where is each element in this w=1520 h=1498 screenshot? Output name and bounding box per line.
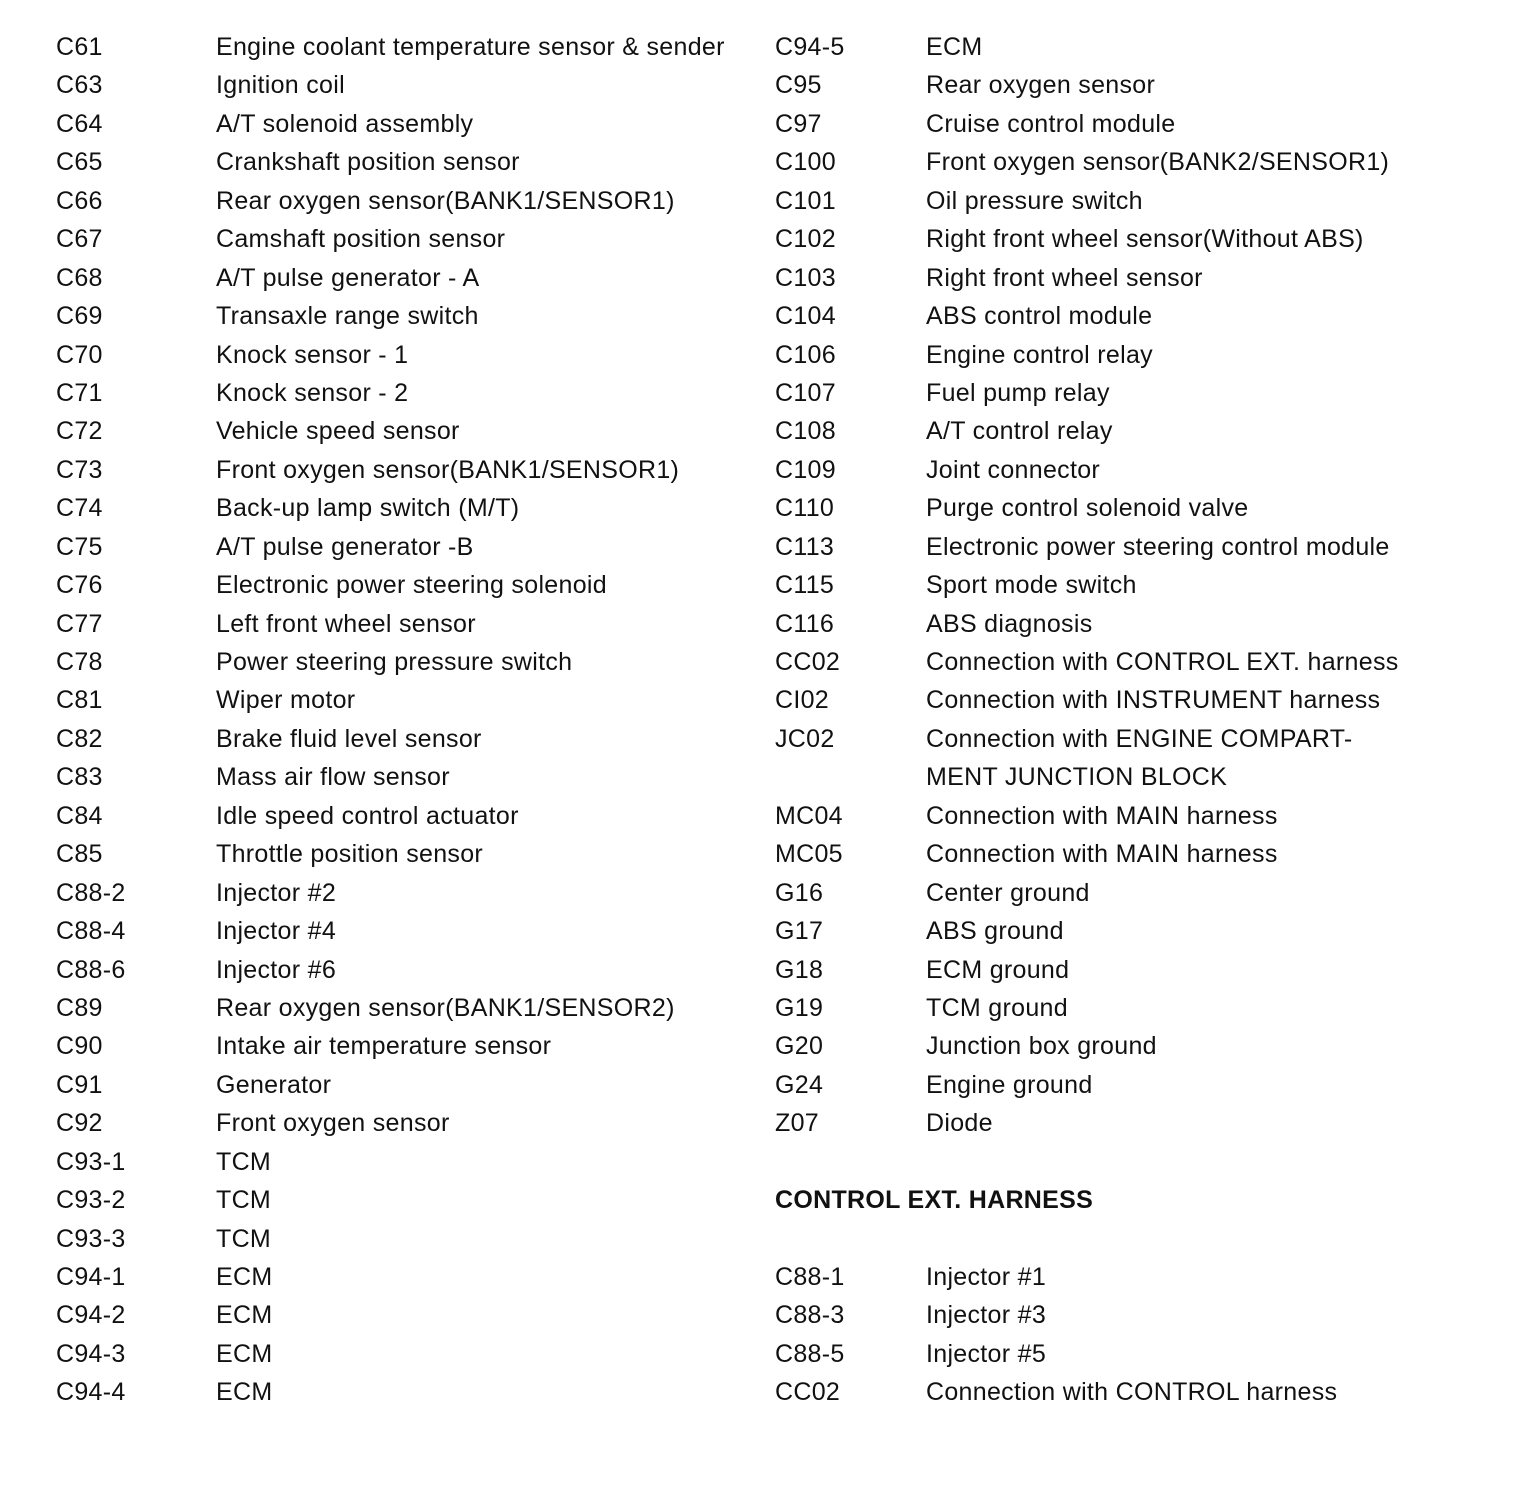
- connector-code: CC02: [775, 648, 841, 676]
- connector-description: Power steering pressure switch: [216, 648, 573, 676]
- connector-row: [775, 989, 1475, 1027]
- connector-code: C68: [56, 263, 103, 292]
- connector-description: Wiper motor: [216, 686, 356, 715]
- connector-code: G16: [775, 878, 824, 907]
- connector-description: A/T pulse generator - A: [216, 263, 480, 292]
- connector-description: ECM ground: [926, 955, 1070, 984]
- connector-row: [775, 105, 1475, 143]
- connector-code: C73: [56, 455, 103, 484]
- connector-row: [56, 182, 756, 220]
- connector-description: Right front wheel sensor: [926, 263, 1203, 292]
- connector-code: C81: [56, 686, 103, 715]
- section-heading-control-ext: CONTROL EXT. HARNESS: [775, 1186, 1094, 1215]
- connector-row: [775, 681, 1475, 719]
- connector-code: C94-5: [775, 33, 845, 61]
- connector-description: Oil pressure switch: [926, 186, 1143, 215]
- connector-row: [56, 1335, 756, 1373]
- connector-row: [775, 259, 1475, 297]
- connector-row: [56, 1296, 756, 1334]
- connector-row: [56, 1373, 756, 1411]
- connector-row: [56, 451, 756, 489]
- connector-code: C90: [56, 1032, 103, 1061]
- connector-row: [56, 1027, 756, 1065]
- left-connector-list: [56, 28, 756, 1412]
- connector-row: [56, 297, 756, 335]
- connector-description: ABS control module: [926, 302, 1153, 331]
- connector-description: Injector #5: [926, 1339, 1047, 1368]
- connector-row: [56, 66, 756, 104]
- connector-description: Camshaft position sensor: [216, 225, 506, 254]
- connector-row: [775, 374, 1475, 412]
- connector-row: [775, 182, 1475, 220]
- connector-code: G20: [775, 1032, 824, 1061]
- connector-row: [56, 528, 756, 566]
- connector-row: [775, 1104, 1475, 1142]
- connector-description: TCM: [216, 1186, 272, 1215]
- connector-description: Injector #4: [216, 917, 337, 946]
- connector-description: Fuel pump relay: [926, 378, 1110, 407]
- connector-description: ECM: [216, 1301, 273, 1330]
- connector-description: Vehicle speed sensor: [216, 417, 460, 446]
- connector-description: ECM: [216, 1263, 273, 1291]
- connector-code: C78: [56, 648, 103, 676]
- connector-description: Brake fluid level sensor: [216, 724, 482, 753]
- connector-row: [56, 28, 756, 66]
- connector-description: Front oxygen sensor: [216, 1109, 450, 1138]
- connector-description: Joint connector: [926, 455, 1101, 484]
- connector-description: Crankshaft position sensor: [216, 148, 520, 177]
- connector-code: C108: [775, 417, 836, 446]
- connector-description: A/T solenoid assembly: [216, 109, 474, 138]
- connector-description: ABS ground: [926, 917, 1064, 946]
- connector-code: C88-6: [56, 955, 126, 984]
- connector-row: [56, 1066, 756, 1104]
- connector-description: A/T control relay: [926, 417, 1113, 446]
- connector-code: C107: [775, 378, 836, 407]
- connector-row: [56, 566, 756, 604]
- connector-code: C92: [56, 1109, 103, 1138]
- connector-row: [56, 1181, 756, 1219]
- connector-code: C74: [56, 494, 103, 523]
- connector-row: [775, 489, 1475, 527]
- connector-code: C88-4: [56, 917, 126, 946]
- connector-code: G24: [775, 1070, 824, 1099]
- connector-code: G18: [775, 955, 824, 984]
- connector-description: Throttle position sensor: [216, 840, 484, 869]
- connector-description: Cruise control module: [926, 109, 1176, 138]
- connector-description: Right front wheel sensor(Without ABS): [926, 225, 1364, 254]
- connector-description: Back-up lamp switch (M/T): [216, 494, 520, 523]
- connector-row: [56, 643, 756, 681]
- connector-description: Generator: [216, 1070, 332, 1099]
- connector-description: Rear oxygen sensor(BANK1/SENSOR1): [216, 186, 675, 215]
- connector-description: Center ground: [926, 878, 1090, 907]
- connector-description: ABS diagnosis: [926, 609, 1093, 638]
- connector-description: Ignition coil: [216, 71, 345, 100]
- connector-code: G17: [775, 917, 824, 946]
- connector-row: [56, 912, 756, 950]
- connector-description: ECM: [926, 33, 983, 61]
- connector-code: C77: [56, 609, 103, 638]
- right-connector-rows: [775, 28, 1475, 1143]
- connector-row: [775, 297, 1475, 335]
- connector-row: [775, 951, 1475, 989]
- connector-code: C95: [775, 71, 822, 100]
- connector-code: C113: [775, 532, 835, 561]
- control-ext-connector-rows: [775, 1258, 1475, 1412]
- connector-description: Diode: [926, 1109, 993, 1138]
- connector-description: TCM: [216, 1224, 272, 1253]
- connector-description: Purge control solenoid valve: [926, 494, 1249, 523]
- connector-row: [56, 220, 756, 258]
- connector-row: [56, 989, 756, 1027]
- connector-code: C75: [56, 532, 103, 561]
- connector-description: Knock sensor - 2: [216, 378, 409, 407]
- connector-code: C94-1: [56, 1263, 126, 1291]
- connector-code: C94-4: [56, 1378, 126, 1407]
- connector-code: C115: [775, 571, 835, 600]
- connector-row: [775, 605, 1475, 643]
- connector-description: Sport mode switch: [926, 571, 1137, 600]
- connector-description: Rear oxygen sensor: [926, 71, 1156, 100]
- connector-row: [56, 259, 756, 297]
- connector-code: JC02: [775, 724, 835, 753]
- connector-code: G19: [775, 993, 824, 1022]
- connector-description-line: Connection with ENGINE COMPART-: [926, 724, 1353, 753]
- connector-description: Mass air flow sensor: [216, 763, 450, 792]
- connector-code: C89: [56, 993, 103, 1022]
- connector-code: C84: [56, 801, 103, 830]
- connector-code: C63: [56, 71, 103, 100]
- connector-row: [56, 874, 756, 912]
- connector-description: ECM: [216, 1339, 273, 1368]
- connector-code: C76: [56, 571, 103, 600]
- connector-row: [775, 1373, 1475, 1411]
- connector-row: [775, 66, 1475, 104]
- connector-description: Junction box ground: [926, 1032, 1157, 1061]
- connector-row: [775, 1296, 1475, 1334]
- connector-row: [775, 528, 1475, 566]
- connector-row: [775, 220, 1475, 258]
- connector-description: Left front wheel sensor: [216, 609, 476, 638]
- connector-code: C70: [56, 340, 103, 369]
- connector-row: [775, 566, 1475, 604]
- connector-code: C102: [775, 225, 836, 254]
- right-connector-list: [775, 28, 1475, 1412]
- connector-description: Idle speed control actuator: [216, 801, 519, 830]
- connector-code: C103: [775, 263, 836, 292]
- connector-code: C69: [56, 302, 103, 331]
- connector-description: Connection with MAIN harness: [926, 840, 1278, 869]
- connector-description: ECM: [216, 1378, 273, 1407]
- connector-description: Rear oxygen sensor(BANK1/SENSOR2): [216, 993, 675, 1022]
- connector-row: [775, 874, 1475, 912]
- connector-description: Electronic power steering control module: [926, 532, 1390, 561]
- connector-code: C83: [56, 763, 103, 792]
- connector-description-line: MENT JUNCTION BLOCK: [926, 763, 1228, 792]
- connector-code: C88-3: [775, 1301, 845, 1330]
- connector-row: [56, 758, 756, 796]
- connector-row: [56, 489, 756, 527]
- connector-code: C109: [775, 455, 836, 484]
- connector-code: C110: [775, 494, 835, 523]
- connector-row: [56, 951, 756, 989]
- connector-description: Knock sensor - 1: [216, 340, 409, 369]
- connector-description: TCM: [216, 1147, 272, 1176]
- connector-row: [56, 797, 756, 835]
- connector-code: C91: [56, 1070, 103, 1099]
- connector-description: Connection with CONTROL EXT. harness: [926, 648, 1399, 676]
- connector-description: Connection with MAIN harness: [926, 801, 1278, 830]
- connector-code: C65: [56, 148, 103, 177]
- connector-row: [56, 835, 756, 873]
- connector-description: Connection with CONTROL harness: [926, 1378, 1338, 1407]
- connector-row: [775, 1258, 1475, 1296]
- connector-row: [775, 797, 1475, 835]
- connector-description: [926, 720, 1475, 797]
- connector-code: MC04: [775, 801, 843, 830]
- connector-row: [775, 912, 1475, 950]
- connector-description: Engine coolant temperature sensor & sender: [216, 33, 725, 61]
- connector-code: C85: [56, 840, 103, 869]
- connector-code: C97: [775, 109, 822, 138]
- connector-row: [56, 374, 756, 412]
- connector-code: C88-2: [56, 878, 126, 907]
- connector-row: [56, 1258, 756, 1296]
- connector-row: [775, 451, 1475, 489]
- connector-row: [56, 105, 756, 143]
- connector-description: Electronic power steering solenoid: [216, 571, 607, 600]
- connector-code: MC05: [775, 840, 843, 869]
- connector-row: [775, 412, 1475, 450]
- connector-code: C93-3: [56, 1224, 126, 1253]
- connector-code: C61: [56, 33, 103, 61]
- connector-description: Injector #6: [216, 955, 337, 984]
- connector-description: Transaxle range switch: [216, 302, 479, 331]
- connector-row: [775, 336, 1475, 374]
- connector-row: [56, 143, 756, 181]
- connector-code: C104: [775, 302, 836, 331]
- connector-description: Injector #1: [926, 1263, 1047, 1292]
- connector-code: C101: [775, 186, 836, 215]
- connector-description: Engine control relay: [926, 340, 1153, 369]
- connector-row: [56, 681, 756, 719]
- connector-description: Front oxygen sensor(BANK1/SENSOR1): [216, 455, 680, 484]
- connector-code: C93-2: [56, 1186, 126, 1215]
- connector-description: Front oxygen sensor(BANK2/SENSOR1): [926, 148, 1390, 177]
- connector-row: [56, 1220, 756, 1258]
- connector-description: Injector #3: [926, 1301, 1047, 1330]
- connector-description: Injector #2: [216, 878, 337, 907]
- connector-description: A/T pulse generator -B: [216, 532, 474, 561]
- connector-code: C116: [775, 609, 835, 638]
- connector-row: [775, 835, 1475, 873]
- connector-description: Intake air temperature sensor: [216, 1032, 552, 1061]
- connector-code: C88-5: [775, 1339, 845, 1368]
- connector-code: CC02: [775, 1378, 841, 1407]
- connector-code: C88-1: [775, 1263, 845, 1292]
- connector-row: [56, 1104, 756, 1142]
- connector-code: C64: [56, 109, 103, 138]
- connector-row: [56, 720, 756, 758]
- connector-row: [56, 412, 756, 450]
- connector-row: [775, 643, 1475, 681]
- connector-description: Connection with INSTRUMENT harness: [926, 686, 1381, 715]
- connector-code: C66: [56, 186, 103, 215]
- connector-code: CI02: [775, 686, 830, 715]
- connector-code: C94-2: [56, 1301, 126, 1330]
- connector-row: [56, 336, 756, 374]
- connector-row: [775, 28, 1475, 66]
- connector-description: Engine ground: [926, 1070, 1093, 1099]
- connector-row: [56, 1143, 756, 1181]
- connector-code: C94-3: [56, 1339, 126, 1368]
- connector-code: C67: [56, 225, 103, 254]
- connector-code: C93-1: [56, 1147, 126, 1176]
- connector-description: TCM ground: [926, 993, 1068, 1022]
- connector-row: [775, 143, 1475, 181]
- connector-code: C100: [775, 148, 836, 177]
- connector-row: [775, 1066, 1475, 1104]
- connector-code: Z07: [775, 1109, 819, 1138]
- connector-row: [775, 1335, 1475, 1373]
- connector-code: C71: [56, 378, 103, 407]
- connector-code: C106: [775, 340, 836, 369]
- connector-code: C82: [56, 724, 103, 753]
- connector-code: C72: [56, 417, 103, 446]
- connector-row: [775, 1027, 1475, 1065]
- connector-row: [56, 605, 756, 643]
- connector-row: [775, 720, 1475, 797]
